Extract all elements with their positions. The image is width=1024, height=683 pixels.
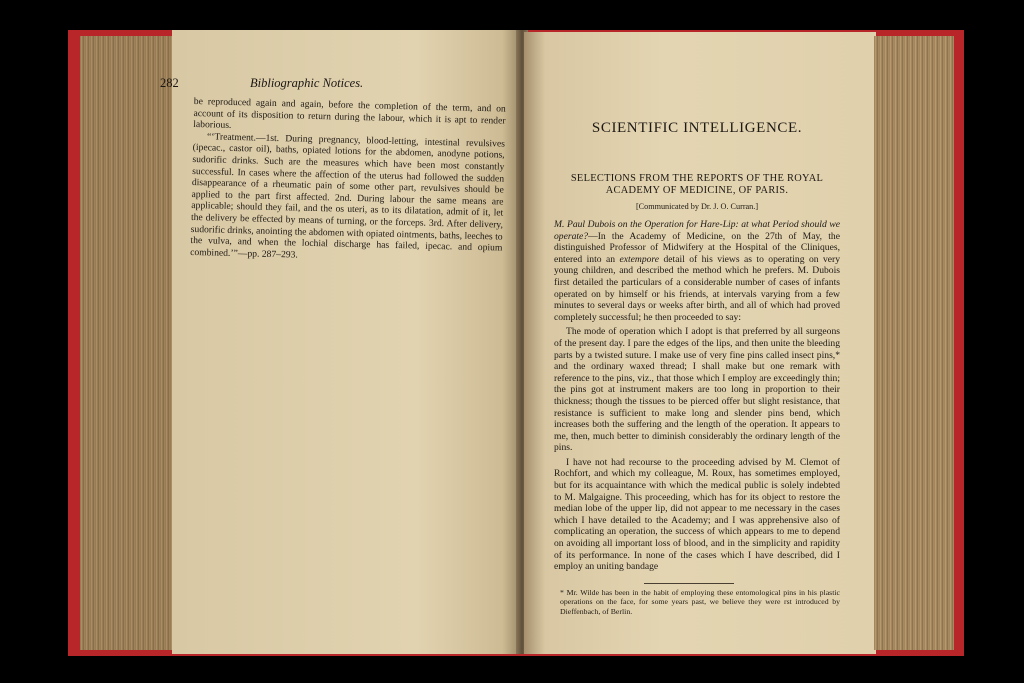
left-page-edges [80,36,172,650]
show-through-left [210,250,500,550]
section-title [554,173,840,197]
article-lead-title: M. Paul Dubois on the Operation for Hare-Lip: at what Period should we operate? [554,219,840,242]
left-page-text [190,96,506,266]
footnote: * Mr. Wilde has been in the habit of employing these entomological pins in his plastic operations on the face, for some years past, we believe they were rst introduced by Dieffenbach, of Berlin. [560,587,840,616]
communicated-by: [Communicated by Dr. J. O. Curran.] [635,202,759,211]
page-heading: SCIENTIFIC INTELLIGENCE. [591,120,803,136]
running-title: Bibliographic Notices. [250,76,364,90]
article-lead-paragraph [554,219,840,323]
article-lead-extempore: extempore [619,253,660,265]
section-title-line-2: ACADEMY OF MEDICINE, OF PARIS. [605,185,789,196]
left-paragraph-2: “‘Treatment.—1st. During pregnancy, blood-letting, intestinal revulsives (ipecac., castor oil), baths, opiated lotions for the abdomen, anodyne potions, sudorific drinks. Such are the measures which have been most constantly successful. In cases where the affection of the uterus had followed the sudden disappearance of a rheumatic pain of some other part, revulsives should be applied to the part first affected. 2nd. During labour the same means are applicable; should they fail, and the os uteri, as to its dilatation, admit of it, let the delivery be effected by means of turning, or the forceps. 3rd. After delivery, sudorific drinks, anointing the abdomen with opiated ointments, baths, leeches to the vulva, and when the lochial discharge has failed, ipecac. and opium combined.’”—pp. 287–293. [190,131,506,261]
left-paragraph-1: be reproduced again and again, before the completion of the term, and on account of its disposition to return during the labour, which it is apt to render laborious. [193,96,506,132]
article-lead-text-2: detail of his views as to operating on very young children, and described the method which he prefers. M. Dubois first detailed the particulars of a considerable number of cases of infants operated on by himself or his friends, at intervals varying from a few minutes to several days or weeks after birth, and all of which had proved completely successful; he then proceeded to say: [554,253,840,323]
footnote-rule [644,583,734,584]
page-number: 282 [160,76,179,90]
right-page-content [554,108,840,616]
section-title-line-1: SELECTIONS FROM THE REPORTS OF THE ROYAL [570,173,824,184]
article-lead-text-1: —In the Academy of Medicine, on the 27th of May, the distinguished Professor of Midwifery at the Hospital of the Cliniques, entered into an [554,230,840,265]
article-paragraph-3: I have not had recourse to the proceeding advised by M. Clemot of Rochfort, and which my colleague, M. Roux, has sometimes employed, but for its acquaintance with which the medical public is solely indebted to M. Malgaigne. This proceeding, which has for its object to restore the median lobe of the upper lip, did not appear to me necessary in the cases which I have detailed to the Academy; and I was apprehensive also of complicating an operation, the success of which appears to me to depend on avoiding all important loss of blood, and in the simplicity and rapidity of its performance. In none of the cases which I have described, did I employ an uniting bandage [554,456,840,573]
article-paragraph-2: The mode of operation which I adopt is that preferred by all surgeons of the present day. I pare the edges of the lips, and then unite the bleeding parts by a twisted suture. I make use of very fine pins called insect pins,* and the ordinary waxed thread; I shall make but one remark with reference to the pins, viz., that those which I employ are exceedingly thin; the pins got at instrument makers are too long in proportion to their thickness; though the tissues to be pierced offer but slight resistance, that resistance is sufficient to make long and slender pins bend, which increases both the suffering and the length of the operation. It appears to me, then, much better to diminish considerably the ordinary length of the pins. [554,326,840,454]
article-body [554,219,840,573]
right-page-edges [874,36,954,650]
